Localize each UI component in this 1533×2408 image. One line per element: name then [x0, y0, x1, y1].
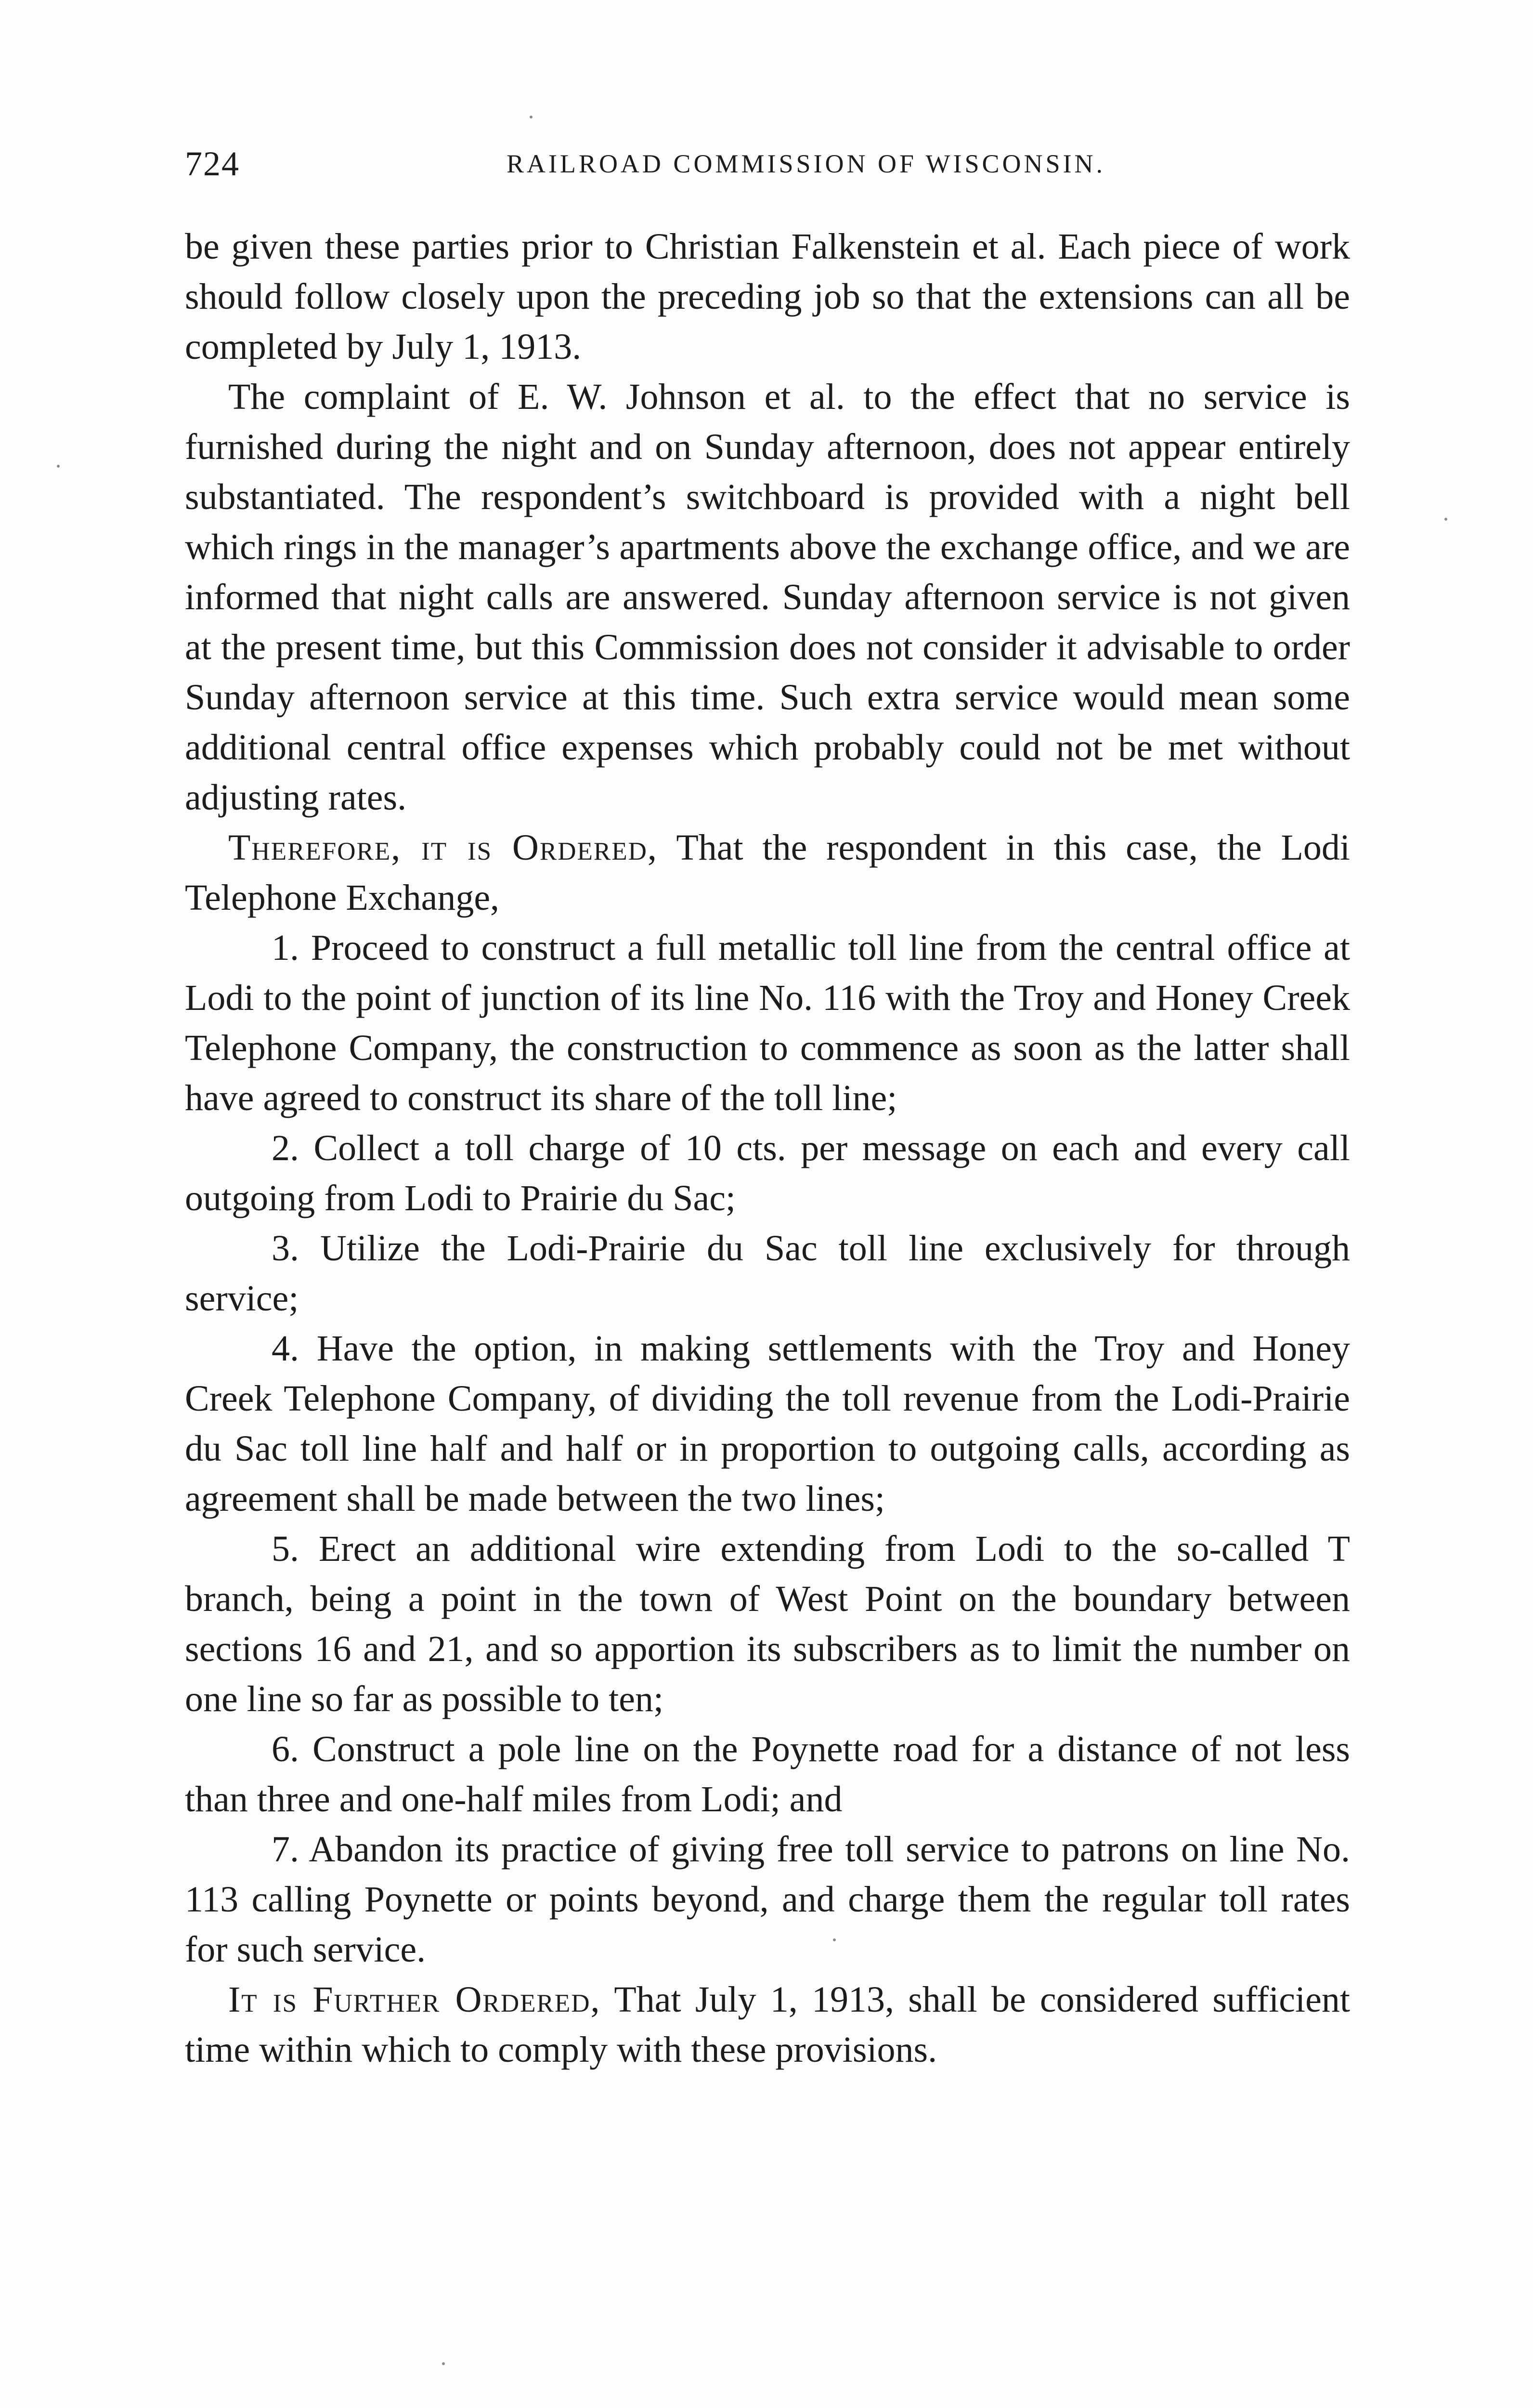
paragraph-text: That the respondent in this case, the Lodi Telephone Exchange, [185, 827, 1350, 918]
order-item-number: 1. [272, 928, 299, 968]
page-header [185, 137, 1350, 190]
order-item-number: 5. [272, 1529, 299, 1569]
order-item-text: Construct a pole line on the Poynette road for a distance of not less than three and one-half miles from Lodi; and [185, 1729, 1350, 1819]
order-item-7 [185, 1824, 1350, 1975]
order-item-number: 3. [272, 1228, 299, 1269]
paragraph-continuation [185, 222, 1350, 372]
body-text [185, 222, 1350, 2075]
order-item-3 [185, 1223, 1350, 1323]
scan-speck [833, 1938, 836, 1941]
paragraph-text: The complaint of E. W. Johnson et al. to the effect that no service is furnished during the night and on Sunday afternoon, does not appear entirely substantiated. The respondent’s switchboard is provided with a night bell which rings in the manager’s apartments above the exchange office, and we are informed that night calls are answered. Sunday afternoon service is not given at the present time, but this Commission does not consider it advisable to order Sunday afternoon service at this time. Such extra service would mean some additional central office expenses which probably could not be met without adjusting rates. [185, 377, 1350, 818]
order-item-number: 6. [272, 1729, 299, 1769]
further-ordered-lead: It is Further Ordered, [228, 1979, 601, 2020]
scan-speck [530, 116, 533, 118]
order-item-1 [185, 923, 1350, 1123]
paragraph-complaint [185, 372, 1350, 823]
paragraph-further-ordered [185, 1975, 1350, 2075]
paragraph-text: That July 1, 1913, shall be considered sufficient time within which to comply with these provisions. [185, 1979, 1350, 2070]
order-item-text: Erect an additional wire extending from Lodi to the so-called T branch, being a point in the town of West Point on the boundary between sections 16 and 21, and so apportion its subscribers as to limit the number on one line so far as possible to ten; [185, 1529, 1351, 1719]
order-item-text: Utilize the Lodi-Prairie du Sac toll line exclusively for through service; [185, 1228, 1351, 1319]
order-item-6 [185, 1724, 1350, 1824]
page-number: 724 [185, 144, 240, 183]
paragraph-text: be given these parties prior to Christian Falkenstein et al. Each piece of work should follow closely upon the preceding job so that the extensions can all be completed by July 1, 1913. [185, 226, 1350, 367]
order-item-text: Collect a toll charge of 10 cts. per message on each and every call outgoing from Lodi to Prairie du Sac; [185, 1128, 1351, 1218]
order-item-text: Proceed to construct a full metallic toll line from the central office at Lodi to the point of junction of its line No. 116 with the Troy and Honey Creek Telephone Company, the construction to commence as soon as the latter shall have agreed to construct its share of the toll line; [185, 928, 1351, 1118]
order-item-text: Abandon its practice of giving free toll service to patrons on line No. 113 calling Poynette or points beyond, and charge them the regular toll rates for such service. [185, 1829, 1350, 1970]
scan-speck [442, 2362, 445, 2365]
paragraph-order-intro [185, 823, 1350, 923]
order-item-number: 2. [272, 1128, 299, 1168]
scan-speck [57, 465, 60, 468]
order-item-number: 4. [272, 1328, 299, 1369]
order-item-2 [185, 1123, 1350, 1223]
order-item-number: 7. [272, 1829, 299, 1870]
order-lead: Therefore, it is Ordered, [228, 827, 658, 868]
running-head: RAILROAD COMMISSION OF WISCONSIN. [506, 149, 1106, 178]
order-item-4 [185, 1323, 1350, 1524]
order-item-5 [185, 1524, 1350, 1724]
scan-speck [1444, 518, 1447, 521]
order-item-text: Have the option, in making settlements with the Troy and Honey Creek Telephone Company, of dividing the toll revenue from the Lodi-Prairie du Sac toll line half and half or in proportion to outgoing calls, according as agreement shall be made between the two lines; [185, 1328, 1350, 1519]
